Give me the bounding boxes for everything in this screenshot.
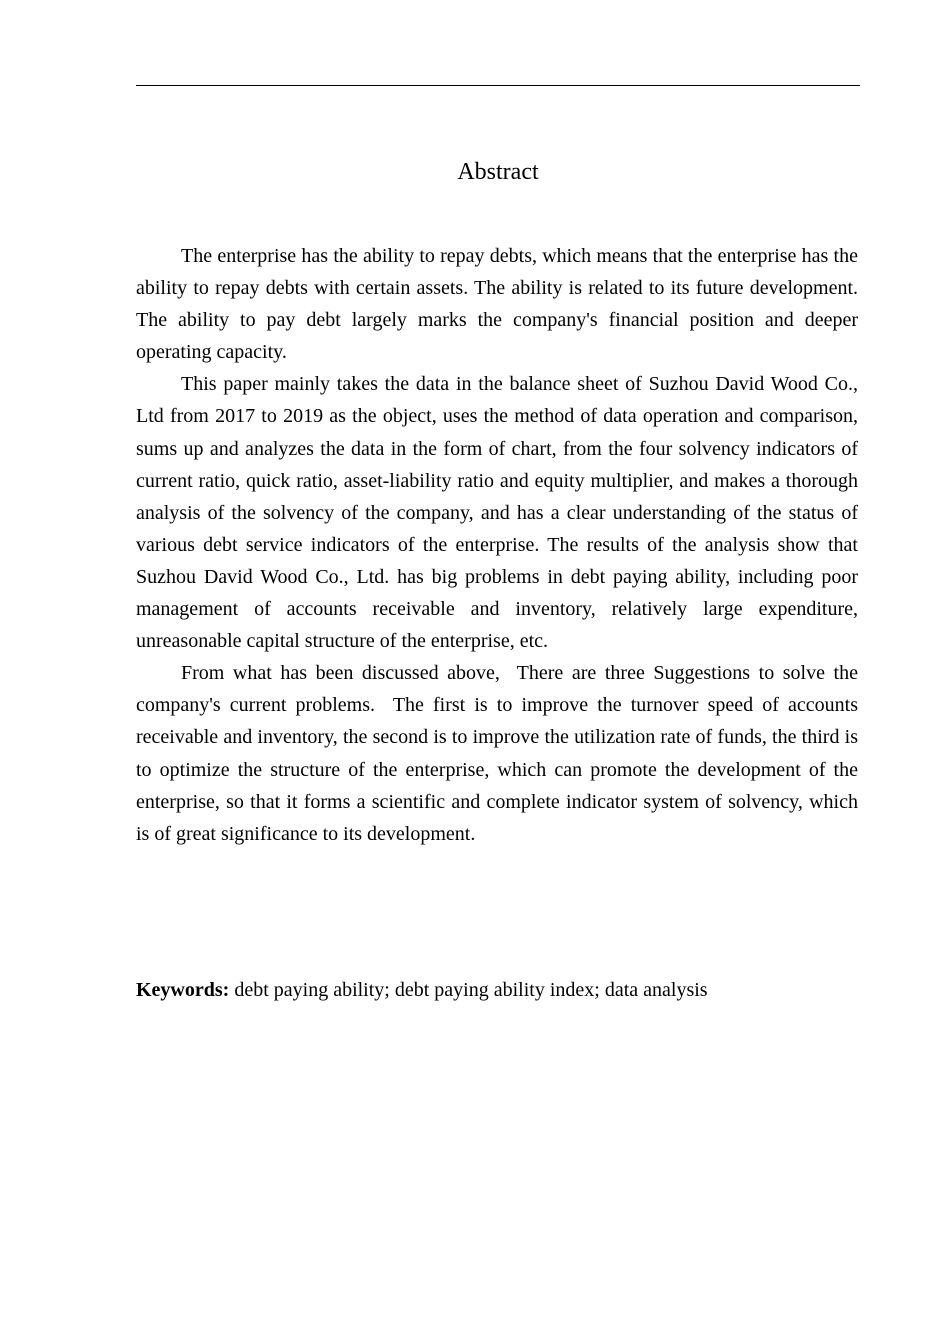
abstract-body [136, 240, 863, 850]
keywords-label: Keywords: [136, 979, 230, 1001]
keywords-text: debt paying ability; debt paying ability index; data analysis [229, 979, 708, 1001]
header-rule [136, 85, 860, 86]
abstract-paragraph-2: This paper mainly takes the data in the balance sheet of Suzhou David Wood Co., Ltd from 2017 to 2019 as the object, uses the method of data operation and comparison, sums up and analyzes the data in the form of chart, from the four solvency indicators of current ratio, quick ratio, asset-liability ratio and equity multiplier, and makes a thorough analysis of the solvency of the company, and has a clear understanding of the status of various debt service indicators of the enterprise. The results of the analysis show that Suzhou David Wood Co., Ltd. has big problems in debt paying ability, including poor management of accounts receivable and inventory, relatively large expenditure, unreasonable capital structure of the enterprise, etc. [136, 373, 863, 653]
keywords-line [136, 974, 860, 1006]
page-title: Abstract [457, 159, 539, 185]
abstract-paragraph-1: The enterprise has the ability to repay debts, which means that the enterprise has the ability to repay debts with certain assets. The ability is related to its future development. The ability to pay debt largely marks the company's financial position and deeper operating capacity. [136, 245, 863, 364]
abstract-paragraph-3: From what has been discussed above, There are three Suggestions to solve the company's current problems. The first is to improve the turnover speed of accounts receivable and inventory, the second is to improve the utilization rate of funds, the third is to optimize the structure of the enterprise, which can promote the development of the enterprise, so that it forms a scientific and complete indicator system of solvency, which is of great significance to its development. [136, 662, 863, 845]
